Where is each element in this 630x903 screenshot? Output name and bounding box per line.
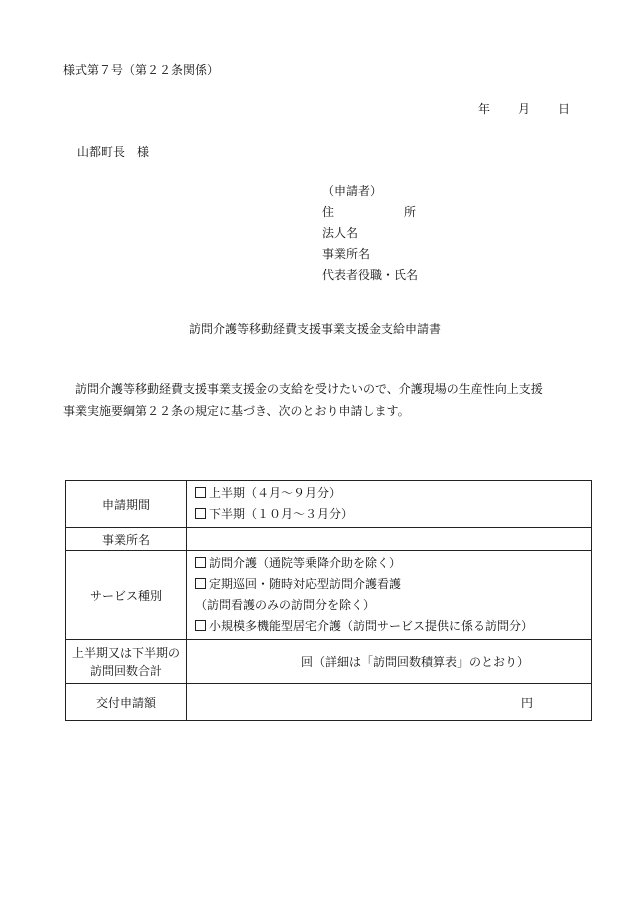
body-text [63, 378, 583, 422]
date-year: 年 [478, 102, 491, 116]
visits-label [66, 640, 187, 684]
service-option-periodic-label: 定期巡回・随時対応型訪問介護看護 [209, 577, 402, 591]
visits-value[interactable]: 回（詳細は「訪問回数積算表」のとおり） [187, 640, 592, 684]
period-option-second-half[interactable] [195, 504, 583, 525]
row-amount [66, 684, 592, 721]
corporation-label: 法人名 [322, 226, 359, 240]
recipient: 山都町長 様 [77, 145, 150, 159]
date-day: 日 [558, 102, 571, 116]
office-label: 事業所名 [322, 247, 371, 261]
address-label [322, 202, 418, 223]
application-table [65, 480, 592, 721]
date-line [478, 102, 570, 116]
row-period [66, 481, 592, 528]
representative-label: 代表者役職・氏名 [322, 268, 419, 282]
period-option-first-half-label: 上半期（４月～９月分） [209, 486, 342, 500]
service-option-periodic[interactable] [195, 574, 583, 595]
applicant-heading: （申請者） [322, 184, 383, 198]
row-visits [66, 640, 592, 684]
form-number: 様式第７号（第２２条関係） [63, 63, 220, 77]
visits-label-line1: 上半期又は下半期の [71, 645, 180, 660]
body-line-1: 訪問介護等移動経費支援事業支援金の支給を受けたいので、介護現場の生産性向上支援 [75, 382, 543, 396]
office-name-label: 事業所名 [66, 528, 187, 551]
body-line-2: 事業実施要綱第２２条の規定に基づき、次のとおり申請します。 [63, 404, 410, 418]
checkbox-icon[interactable] [195, 620, 206, 631]
checkbox-icon[interactable] [195, 557, 206, 568]
row-office [66, 528, 592, 551]
office-name-value[interactable] [187, 528, 592, 551]
service-label: サービス種別 [66, 551, 187, 640]
address-label-2: 所 [404, 205, 417, 219]
checkbox-icon[interactable] [195, 578, 206, 589]
checkbox-icon[interactable] [195, 508, 206, 519]
date-month: 月 [518, 102, 531, 116]
document-title: 訪問介護等移動経費支援事業支援金支給申請書 [188, 322, 441, 336]
period-options [187, 481, 592, 528]
period-label: 申請期間 [66, 481, 187, 528]
service-option-small-scale-label: 小規模多機能型居宅介護（訪問サービス提供に係る訪問分） [209, 619, 534, 633]
service-option-home-care[interactable] [195, 553, 583, 574]
checkbox-icon[interactable] [195, 487, 206, 498]
row-service [66, 551, 592, 640]
service-option-small-scale[interactable] [195, 616, 583, 637]
amount-value[interactable]: 円 [187, 684, 592, 721]
address-label-1: 住 [322, 205, 335, 219]
service-option-home-care-label: 訪問介護（通院等乗降介助を除く） [209, 556, 402, 570]
amount-label: 交付申請額 [66, 684, 187, 721]
service-options [187, 551, 592, 640]
applicant-block [322, 181, 418, 286]
period-option-second-half-label: 下半期（１０月～３月分） [209, 507, 354, 521]
period-option-first-half[interactable] [195, 483, 583, 504]
visits-label-line2: 訪問回数合計 [89, 663, 162, 678]
service-option-periodic-note: （訪問看護のみの訪問分を除く） [195, 598, 376, 612]
